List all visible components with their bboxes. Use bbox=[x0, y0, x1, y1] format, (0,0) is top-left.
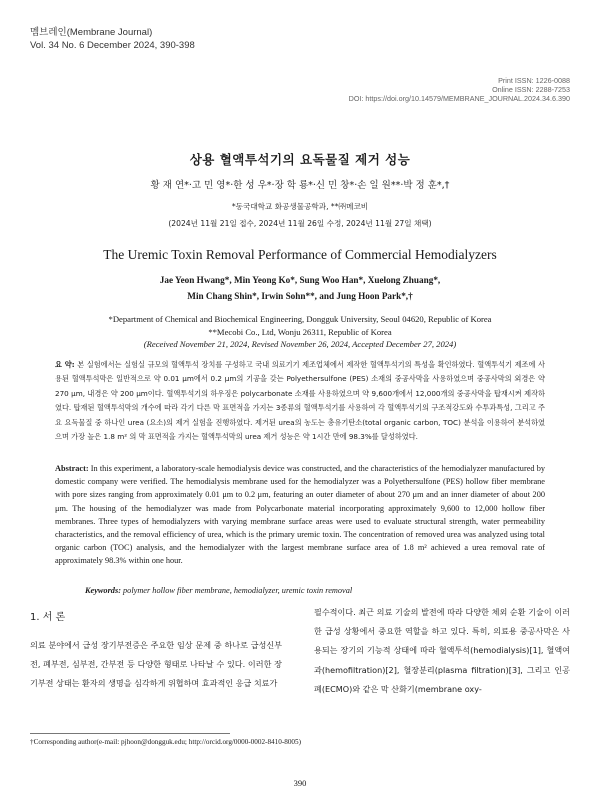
korean-affiliation: *동국대학교 화공생물공학과, **㈜메코비 bbox=[231, 202, 369, 211]
english-affiliation-line-1: *Department of Chemical and Biochemical Engineering, Dongguk University, Seoul 04620, Republic of Korea bbox=[108, 314, 492, 324]
journal-name: 멤브레인(Membrane Journal) bbox=[30, 27, 153, 38]
korean-dates: (2024년 11월 21일 접수, 2024년 11월 26일 수정, 2024년 11월 27일 채택) bbox=[168, 219, 432, 228]
korean-abstract-text: 본 실험에서는 실험실 규모의 혈액투석 장치를 구성하고 국내 의료기기 제조업체에서 제작한 혈액투석기의 특성을 확인하였다. 혈액투석기 제조에 사용된 혈액투석막은 일반적으로 약 0.01 μm에서 0.2 μm의 기공을 갖는 Polyethersulfone (PES) 소재의 중공사막을 사용하였으며 중공사막의 외경은 약 270 μm, 내경은 약 200 μm이다. 혈액투석기의 하우징은 polycarbonate 소재를 사용하였으며 약 9,600개에서 12,000개의 중공사막을 탑재시켜 제작하였다. 탑재된 혈액투석막의 개수에 따라 각기 다른 막 표면적을 가지는 3종류의 혈액투석기를 사용하여 각 혈액투석기의 구조적강도와 수투과특성, 그리고 주요 요독물질 중 하나인 urea (요소)의 제거 실험을 진행하였다. 제거된 urea의 농도는 총유기탄소(total organic carbon, TOC) 분석을 이용하여 분석하였으며 가장 높은 1.8 m² 의 막 표면적을 가지는 혈액투석막의 urea 제거 성능은 약 1시간 만에 98.3%를 달성하였다. bbox=[55, 360, 545, 442]
english-abstract-label: Abstract: bbox=[55, 464, 89, 473]
online-issn: Online ISSN: 2288-7253 bbox=[492, 85, 570, 94]
body-column-left: 의료 분야에서 급성 장기부전증은 주요한 임상 문제 중 하나로 급성신부전, 폐부전, 심부전, 간부전 등 다양한 형태로 나타날 수 있다. 이러한 장기부전 상태는 환자의 생명을 심각하게 위협하며 효과적인 응급 치료가 bbox=[30, 640, 282, 689]
korean-abstract-label: 요 약: bbox=[55, 360, 75, 369]
english-affiliation bbox=[30, 313, 570, 339]
journal-header bbox=[30, 26, 195, 52]
english-abstract-text: In this experiment, a laboratory-scale hemodialysis device was constructed, and the characteristics of the hemodialyzer manufactured by domestic company were verified. The hemodialysis membrane used for the hemodialyzer was a Polyethersulfone (PES) hollow fiber membrane with pore sizes ranging from approximately 0.01 μm to 0.2 μm, featuring an outer diameter of about 270 μm and an inner diameter of about 200 μm. The housing of the hemodialyzer was made from Polycarbonate material incorporating approximately 9,600 to 12,000 hollow fiber membranes. Three types of hemodialyzers with varying membrane surface areas were used to evaluate structural strength, water permeability characteristics, and the removal efficiency of urea, which is the primary uremic toxin. The concentration of removed urea was analyzed using total organic carbon (TOC) analysis, and the hemodialyzer with the largest membrane surface area of 1.8 m² achieved a urea removal rate of approximately 98.3% within one hour. bbox=[55, 464, 545, 566]
corresponding-author-footnote: †Corresponding author(e-mail: pjhoon@dongguk.edu; http://orcid.org/0000-0002-8410-8005) bbox=[30, 738, 301, 746]
english-authors-line-2: Min Chang Shin*, Irwin Sohn**, and Jung Hoon Park*,† bbox=[187, 291, 413, 301]
english-dates: (Received November 21, 2024, Revised November 26, 2024, Accepted December 27, 2024) bbox=[143, 339, 457, 349]
footnote-divider bbox=[30, 733, 230, 734]
korean-abstract bbox=[55, 358, 545, 444]
print-issn: Print ISSN: 1226-0088 bbox=[498, 76, 570, 85]
keywords-label: Keywords: bbox=[85, 586, 121, 595]
issn-block bbox=[349, 76, 570, 103]
body-column-right: 필수적이다. 최근 의료 기술의 발전에 따라 다양한 체외 순환 기술이 이러한 급성 상황에서 중요한 역할을 하고 있다. 특히, 의료용 중공사막은 사용되는 장기의 기능적 상태에 따라 혈액투석(hemodialysis)[1], 혈액여과(hemofiltration)[2], 혈장분리(plasma filtration)[3], 그리고 인공 폐(ECMO)와 같은 막 산화기(membrane oxy- bbox=[314, 607, 570, 694]
english-abstract bbox=[55, 462, 545, 568]
keywords-text: polymer hollow fiber membrane, hemodialyzer, uremic toxin removal bbox=[123, 586, 353, 595]
keywords bbox=[85, 586, 352, 595]
section-heading-introduction: 1. 서 론 bbox=[30, 612, 66, 623]
english-authors bbox=[30, 272, 570, 304]
page-number: 390 bbox=[293, 778, 307, 788]
english-affiliation-line-2: **Mecobi Co., Ltd, Wonju 26311, Republic of Korea bbox=[208, 327, 392, 337]
english-title: The Uremic Toxin Removal Performance of Commercial Hemodialyzers bbox=[103, 247, 497, 262]
volume-line: Vol. 34 No. 6 December 2024, 390-398 bbox=[30, 40, 195, 51]
english-authors-line-1: Jae Yeon Hwang*, Min Yeong Ko*, Sung Woo Han*, Xuelong Zhuang*, bbox=[159, 275, 441, 285]
doi-link[interactable]: DOI: https://doi.org/10.14579/MEMBRANE_JOURNAL.2024.34.6.390 bbox=[348, 94, 570, 103]
korean-authors: 황 재 연*·고 민 영*·한 성 우*·장 학 룡*·신 민 창*·손 일 원**·박 정 훈*,† bbox=[150, 180, 450, 191]
korean-title: 상용 혈액투석기의 요독물질 제거 성능 bbox=[189, 152, 411, 167]
